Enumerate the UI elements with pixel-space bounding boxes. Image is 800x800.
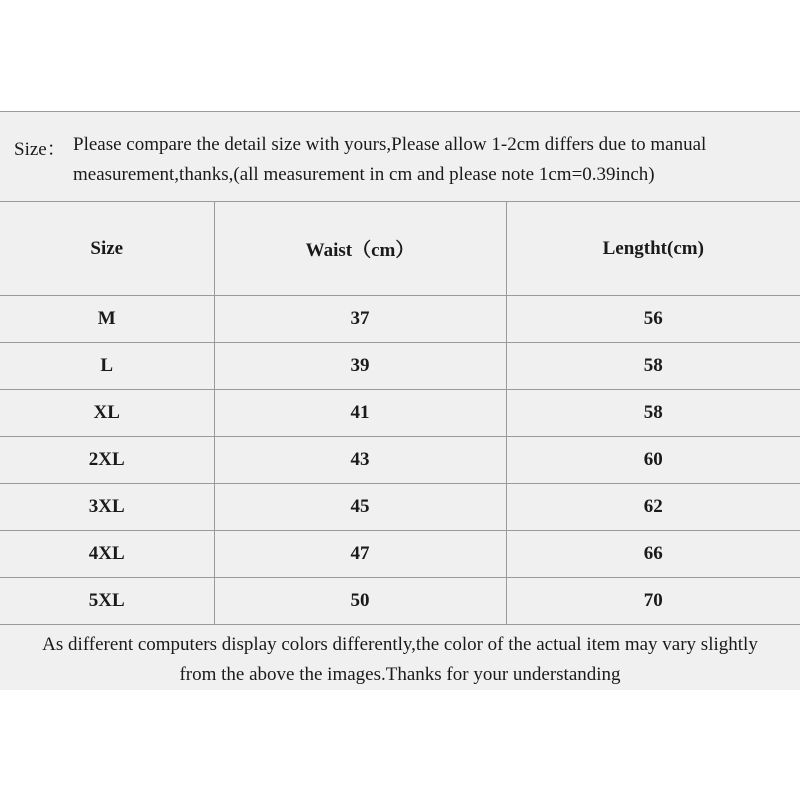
cell-length: 60 xyxy=(506,437,800,484)
size-note-label: Size： xyxy=(14,139,66,160)
cell-waist: 45 xyxy=(214,484,506,531)
cell-size: 5XL xyxy=(0,578,214,625)
table-header-row xyxy=(0,202,800,296)
cell-waist: 47 xyxy=(214,531,506,578)
cell-length: 56 xyxy=(506,296,800,343)
cell-size: L xyxy=(0,343,214,390)
table-row xyxy=(0,531,800,578)
cell-length: 70 xyxy=(506,578,800,625)
header-waist: Waist（cm） xyxy=(214,202,506,296)
cell-waist: 39 xyxy=(214,343,506,390)
header-size: Size xyxy=(0,202,214,296)
size-note xyxy=(0,111,800,202)
color-disclaimer xyxy=(0,627,800,690)
header-length: Lengtht(cm) xyxy=(506,202,800,296)
table-row xyxy=(0,296,800,343)
cell-size: M xyxy=(0,296,214,343)
cell-size: 2XL xyxy=(0,437,214,484)
size-table xyxy=(0,202,800,625)
size-note-line-1: Please compare the detail size with yours,Please allow 1-2cm differs due to manual xyxy=(73,134,707,155)
cell-length: 58 xyxy=(506,390,800,437)
table-row xyxy=(0,578,800,625)
cell-waist: 41 xyxy=(214,390,506,437)
cell-size: 3XL xyxy=(0,484,214,531)
table-row xyxy=(0,343,800,390)
cell-size: 4XL xyxy=(0,531,214,578)
cell-length: 58 xyxy=(506,343,800,390)
cell-waist: 37 xyxy=(214,296,506,343)
color-disclaimer-line-2: from the above the images.Thanks for your understanding xyxy=(179,664,621,685)
cell-size: XL xyxy=(0,390,214,437)
table-row xyxy=(0,484,800,531)
table-row xyxy=(0,390,800,437)
table-row xyxy=(0,437,800,484)
color-disclaimer-line-1: As different computers display colors differently,the color of the actual item may vary slightly xyxy=(42,634,758,655)
cell-waist: 43 xyxy=(214,437,506,484)
size-note-line-2: measurement,thanks,(all measurement in cm and please note 1cm=0.39inch) xyxy=(73,164,655,185)
cell-length: 66 xyxy=(506,531,800,578)
cell-length: 62 xyxy=(506,484,800,531)
cell-waist: 50 xyxy=(214,578,506,625)
